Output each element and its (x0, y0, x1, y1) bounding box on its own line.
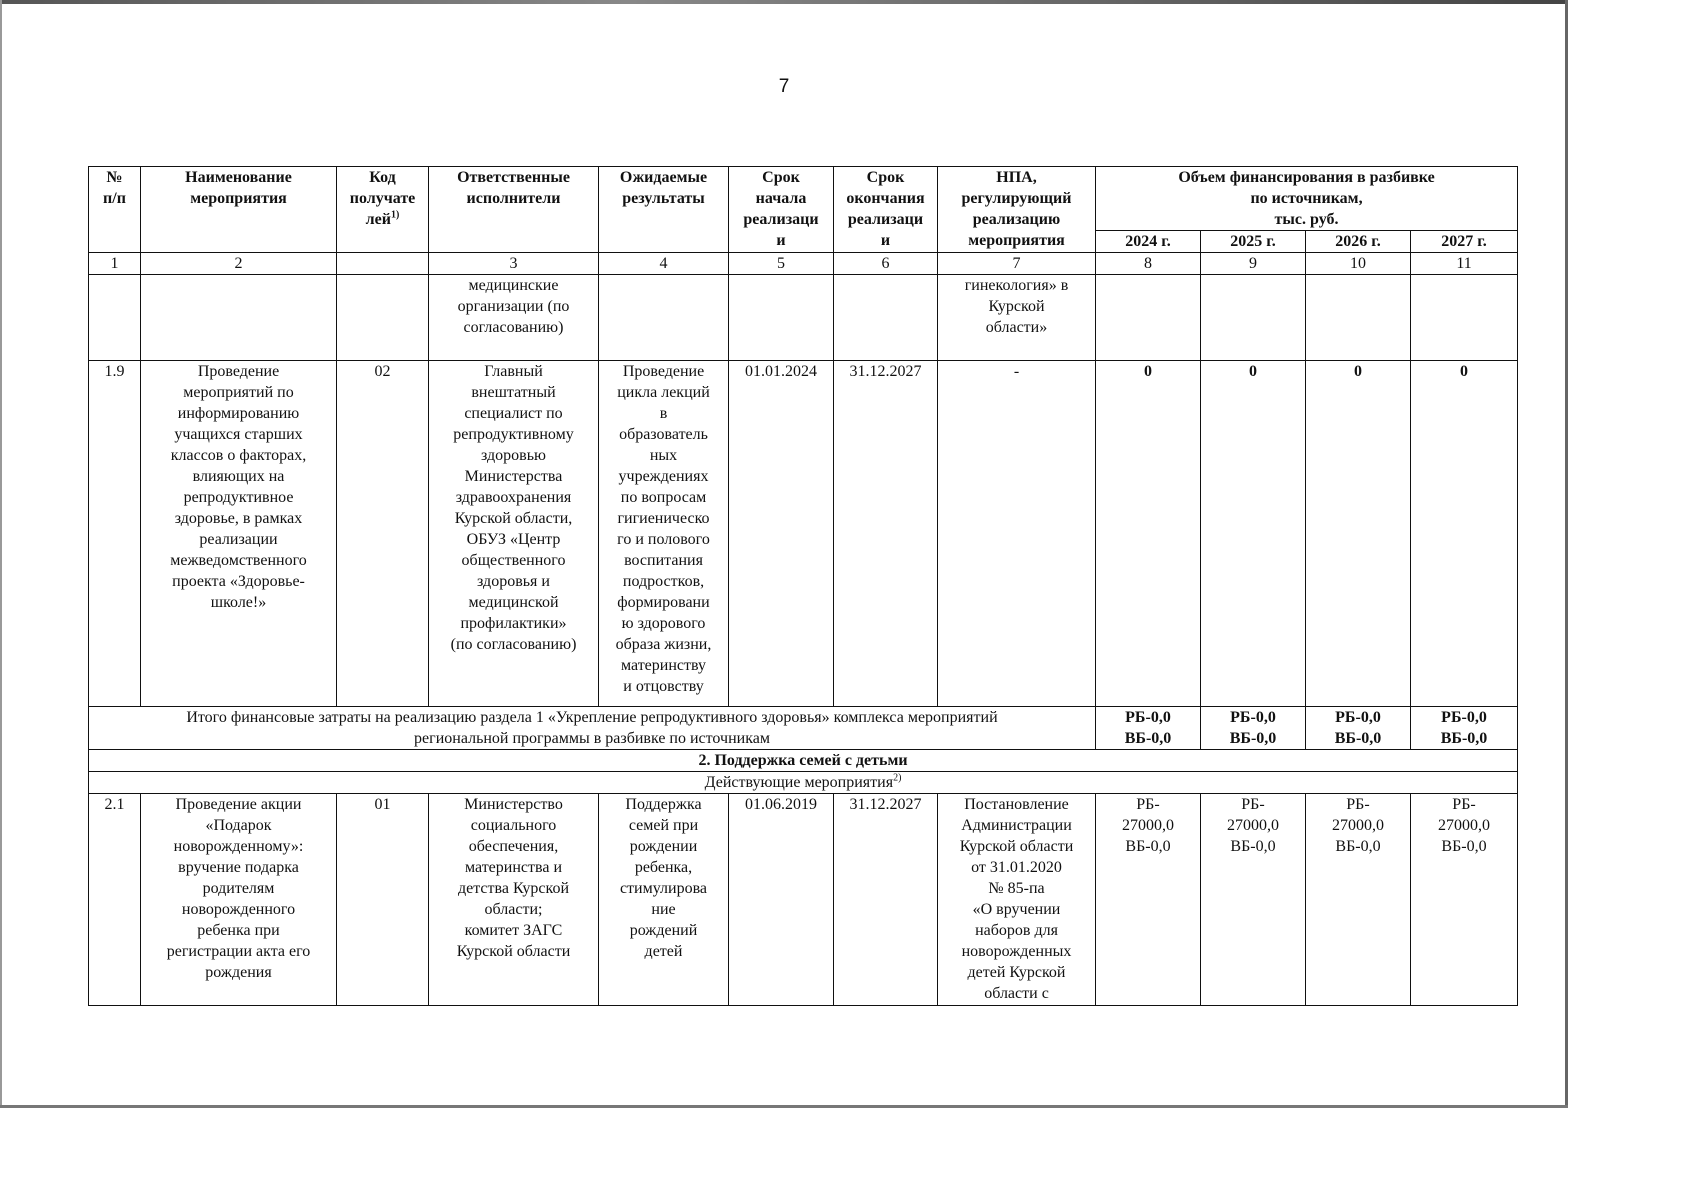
header-year-2026: 2026 г. (1306, 231, 1411, 253)
cell-fin-2026: 0 (1306, 361, 1411, 707)
column-number: 9 (1201, 253, 1306, 275)
cell-end: 31.12.2027 (834, 361, 938, 707)
header-row (89, 167, 1518, 231)
page-number: 7 (778, 76, 790, 97)
table-row-continued (89, 275, 1518, 361)
subsection-title (89, 772, 1518, 794)
cell-fin-2027 (1411, 275, 1518, 361)
column-number: 2 (141, 253, 337, 275)
cell-fin-2026 (1306, 275, 1411, 361)
cell-responsible: Главный внештатный специалист по репродуктивному здоровью Министерства здравоохранения Курской области, ОБУЗ «Центр общественного здоровья и медицинской профилактики» (по согласованию) (429, 361, 599, 707)
cell-fin-2025: 0 (1201, 361, 1306, 707)
program-table (88, 166, 1518, 1006)
header-end: Срок окончания реализаци и (834, 167, 938, 253)
subsection-heading-row (89, 772, 1518, 794)
header-code-label: Код получате лей (349, 169, 416, 228)
header-code (337, 167, 429, 253)
table-row-2-1 (89, 794, 1518, 1006)
header-no: № п/п (89, 167, 141, 253)
header-year-2024: 2024 г. (1096, 231, 1201, 253)
header-responsible: Ответственные исполнители (429, 167, 599, 253)
header-financing: Объем финансирования в разбивке по источникам, тыс. руб. (1096, 167, 1518, 231)
section-heading-row (89, 750, 1518, 772)
section-title: 2. Поддержка семей с детьми (89, 750, 1518, 772)
column-number: 6 (834, 253, 938, 275)
cell-code (337, 275, 429, 361)
cell-fin-2024: 0 (1096, 361, 1201, 707)
cell-code: 01 (337, 794, 429, 1006)
scan-edge-top (0, 0, 1568, 4)
cell-code: 02 (337, 361, 429, 707)
column-number: 3 (429, 253, 599, 275)
column-number (337, 253, 429, 275)
cell-fin-2024: РБ- 27000,0 ВБ-0,0 (1096, 794, 1201, 1006)
cell-name (141, 275, 337, 361)
cell-no (89, 275, 141, 361)
cell-results: Поддержка семей при рождении ребенка, стимулирова ние рождений детей (599, 794, 729, 1006)
cell-name: Проведение мероприятий по информированию учащихся старших классов о факторах, влияющих на репродуктивное здоровье, в рамках реализации межведомственного проекта «Здоровье- школе!» (141, 361, 337, 707)
cell-end: 31.12.2027 (834, 794, 938, 1006)
cell-start: 01.06.2019 (729, 794, 834, 1006)
total-fin-2027: РБ-0,0 ВБ-0,0 (1411, 707, 1518, 750)
cell-end (834, 275, 938, 361)
cell-fin-2027: 0 (1411, 361, 1518, 707)
cell-start (729, 275, 834, 361)
cell-no: 2.1 (89, 794, 141, 1006)
cell-fin-2026: РБ- 27000,0 ВБ-0,0 (1306, 794, 1411, 1006)
column-number: 10 (1306, 253, 1411, 275)
cell-no: 1.9 (89, 361, 141, 707)
cell-npa: Постановление Администрации Курской области от 31.01.2020 № 85-па «О вручении наборов для новорожденных детей Курской области с (938, 794, 1096, 1006)
header-year-2025: 2025 г. (1201, 231, 1306, 253)
cell-fin-2027: РБ- 27000,0 ВБ-0,0 (1411, 794, 1518, 1006)
cell-npa: - (938, 361, 1096, 707)
cell-responsible: медицинские организации (по согласованию) (429, 275, 599, 361)
cell-fin-2024 (1096, 275, 1201, 361)
column-number: 7 (938, 253, 1096, 275)
column-number: 1 (89, 253, 141, 275)
total-row (89, 707, 1518, 750)
cell-results: Проведение цикла лекций в образователь ных учреждениях по вопросам гигиеническо го и полового воспитания подростков, формировани ю здорового образа жизни, материнству и отцовству (599, 361, 729, 707)
table-row-1-9 (89, 361, 1518, 707)
cell-fin-2025: РБ- 27000,0 ВБ-0,0 (1201, 794, 1306, 1006)
column-number: 8 (1096, 253, 1201, 275)
cell-name: Проведение акции «Подарок новорожденному»: вручение подарка родителям новорожденного ребенка при регистрации акта его рождения (141, 794, 337, 1006)
subsection-footnote: 2) (893, 772, 902, 784)
header-results: Ожидаемые результаты (599, 167, 729, 253)
total-fin-2024: РБ-0,0 ВБ-0,0 (1096, 707, 1201, 750)
column-number: 11 (1411, 253, 1518, 275)
header-code-footnote: 1) (390, 209, 400, 221)
header-start: Срок начала реализаци и (729, 167, 834, 253)
total-fin-2026: РБ-0,0 ВБ-0,0 (1306, 707, 1411, 750)
subsection-title-label: Действующие мероприятия (704, 774, 894, 791)
column-numbers-row (89, 253, 1518, 275)
cell-fin-2025 (1201, 275, 1306, 361)
cell-start: 01.01.2024 (729, 361, 834, 707)
header-name: Наименование мероприятия (141, 167, 337, 253)
header-year-2027: 2027 г. (1411, 231, 1518, 253)
header-npa: НПА, регулирующий реализацию мероприятия (938, 167, 1096, 253)
column-number: 5 (729, 253, 834, 275)
cell-npa: гинекология» в Курской области» (938, 275, 1096, 361)
total-label: Итого финансовые затраты на реализацию раздела 1 «Укрепление репродуктивного здоровья» комплекса мероприятий региональной программы в разбивке по источникам (89, 707, 1096, 750)
total-fin-2025: РБ-0,0 ВБ-0,0 (1201, 707, 1306, 750)
cell-results (599, 275, 729, 361)
column-number: 4 (599, 253, 729, 275)
cell-responsible: Министерство социального обеспечения, материнства и детства Курской области; комитет ЗАГС Курской области (429, 794, 599, 1006)
scan-edge-left (0, 0, 2, 1108)
scan-edge-right (1565, 0, 1568, 1108)
scan-edge-bottom (0, 1105, 1568, 1108)
